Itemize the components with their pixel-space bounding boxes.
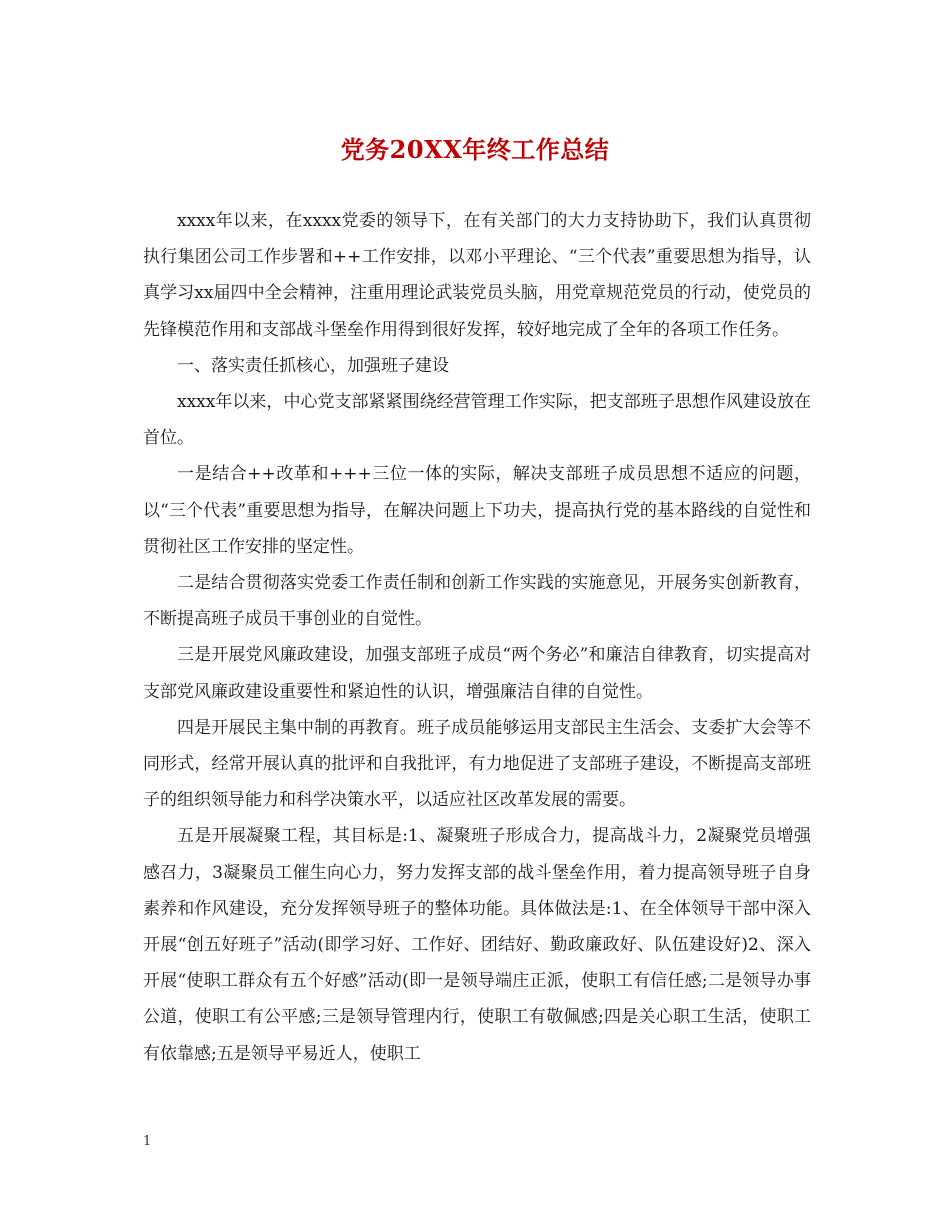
paragraph-section-intro: xxxx年以来，中心党支部紧紧围绕经营管理工作实际，把支部班子思想作风建设放在首位。 [143,392,811,449]
paragraph-point-3: 三是开展党风廉政建设，加强支部班子成员“两个务必”和廉洁自律教育，切实提高对支部党风廉政建设重要性和紧迫性的认识，增强廉洁自律的自觉性。 [143,645,811,702]
page-number: 1 [143,1134,152,1149]
paragraph-point-2: 二是结合贯彻落实党委工作责任制和创新工作实践的实施意见，开展务实创新教育，不断提高班子成员干事创业的自觉性。 [143,573,811,630]
paragraph-point-5: 五是开展凝聚工程，其目标是:1、凝聚班子形成合力，提高战斗力，2凝聚党员增强感召力，3凝聚员工催生向心力，努力发挥支部的战斗堡垒作用，着力提高领导班子自身素养和作风建设，充分发挥领导班子的整体功能。具体做法是:1、在全体领导干部中深入开展“创五好班子”活动(即学习好、工作好、团结好、勤政廉政好、队伍建设好)2、深入开展“使职工群众有五个好感”活动(即一是领导端庄正派，使职工有信任感;二是领导办事公道，使职工有公平感;三是领导管理内行，使职工有敬佩感;四是关心职工生活，使职工有依靠感;五是领导平易近人，使职工 [143,826,811,1064]
document-title: 党务20XX年终工作总结 [340,135,610,164]
paragraph-point-1: 一是结合++改革和+++三位一体的实际，解决支部班子成员思想不适应的问题，以“三个代表”重要思想为指导，在解决问题上下功夫，提高执行党的基本路线的自觉性和贯彻社区工作安排的坚定性。 [143,464,811,557]
paragraph-point-4: 四是开展民主集中制的再教育。班子成员能够运用支部民主生活会、支委扩大会等不同形式，经常开展认真的批评和自我批评，有力地促进了支部班子建设，不断提高支部班子的组织领导能力和科学决策水平，以适应社区改革发展的需要。 [143,717,811,811]
section-heading: 一、落实责任抓核心，加强班子建设 [177,355,449,376]
paragraph-intro: xxxx年以来，在xxxx党委的领导下，在有关部门的大力支持协助下，我们认真贯彻执行集团公司工作步署和++工作安排，以邓小平理论、“三个代表”重要思想为指导，认真学习xx届四中全会精神，注重用理论武装党员头脑，用党章规范党员的行动，使党员的先锋模范作用和支部战斗堡垒作用得到很好发挥，较好地完成了全年的各项工作任务。 [143,211,811,340]
document-body [143,203,811,1072]
